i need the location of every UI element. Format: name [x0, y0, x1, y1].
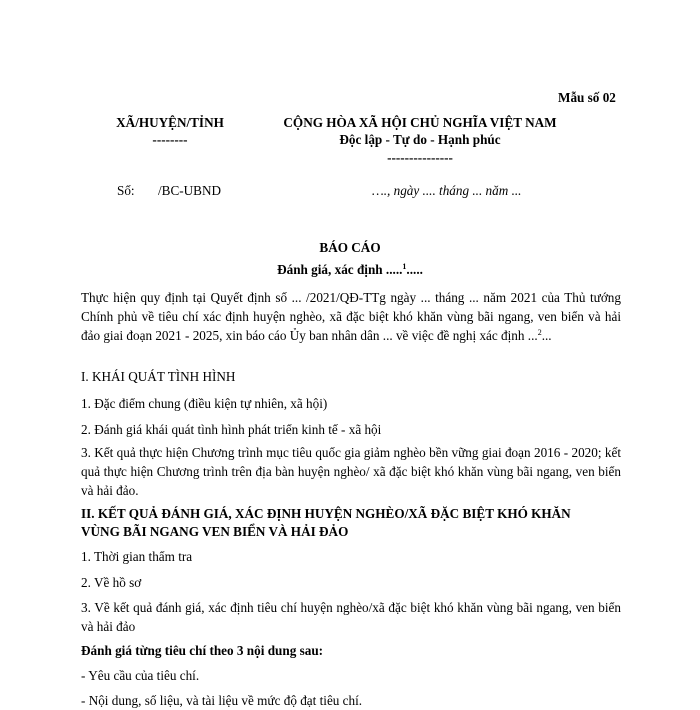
- intro-text: Thực hiện quy định tại Quyết định số ... /2021/QĐ-TTg ngày ... tháng ... năm 2021 của Thủ tướng Chính phủ về tiêu chí xác định huyện nghèo, xã đặc biệt khó khăn vùng bãi ngang, ven biển và hải đảo giai đoạn 2021 - 2025, xin báo cáo Ủy ban nhân dân ... về việc đề nghị xác định ...: [81, 290, 621, 343]
- intro-paragraph: [81, 288, 621, 345]
- intro-suffix: ...: [541, 328, 552, 343]
- issuer-title: XÃ/HUYỆN/TỈNH: [116, 115, 224, 130]
- national-motto: Độc lập - Tự do - Hạnh phúc: [339, 132, 501, 147]
- section-1-item-2: 2. Đánh giá khái quát tình hình phát triển kinh tế - xã hội: [81, 422, 382, 437]
- criteria-bullet-2: - Nội dung, số liệu, và tài liệu về mức độ đạt tiêu chí.: [81, 693, 363, 708]
- section-1-item-1: 1. Đặc điểm chung (điều kiện tự nhiên, xã hội): [81, 396, 328, 411]
- section-1-item-3: 3. Kết quả thực hiện Chương trình mục tiêu quốc gia giảm nghèo bền vững giai đoạn 2016 - 2020; kết quả thực hiện Chương trình trên địa bàn huyện nghèo/ xã đặc biệt khó khăn vùng bãi ngang, ven biển và hải đảo.: [81, 445, 621, 498]
- section-2-item-2: 2. Về hồ sơ: [81, 575, 142, 590]
- section-2-heading-line-1: II. KẾT QUẢ ĐÁNH GIÁ, XÁC ĐỊNH HUYỆN NGHÈO/XÃ ĐẶC BIỆT KHÓ KHĂN: [81, 506, 571, 521]
- section-2-item-3: 3. Về kết quả đánh giá, xác định tiêu chí huyện nghèo/xã đặc biệt khó khăn vùng bãi ngang, ven biển và hải đảo: [81, 600, 621, 634]
- report-subtitle-suffix: .....: [406, 262, 423, 277]
- section-2-item-1: 1. Thời gian thẩm tra: [81, 549, 193, 564]
- document-number-value: /BC-UBND: [158, 183, 222, 198]
- date-line: …., ngày .... tháng ... năm ...: [372, 183, 522, 198]
- report-subtitle-text: Đánh giá, xác định .....: [277, 262, 403, 277]
- issuer-rule: --------: [152, 132, 188, 147]
- section-1-heading: I. KHÁI QUÁT TÌNH HÌNH: [81, 369, 236, 384]
- section-2-heading-line-2: VÙNG BÃI NGANG VEN BIỂN VÀ HẢI ĐẢO: [81, 524, 349, 539]
- national-rule: ---------------: [387, 150, 453, 165]
- criteria-heading: Đánh giá từng tiêu chí theo 3 nội dung sau:: [81, 643, 324, 658]
- report-title: BÁO CÁO: [319, 240, 381, 255]
- criteria-bullet-1: - Yêu cầu của tiêu chí.: [81, 668, 200, 683]
- report-subtitle: [0, 262, 700, 279]
- document-number-label: Số:: [117, 183, 135, 198]
- footnote-ref-2: 2: [537, 328, 542, 337]
- footnote-ref-1: 1: [402, 262, 407, 271]
- form-number: Mẫu số 02: [558, 90, 616, 105]
- national-title: CỘNG HÒA XÃ HỘI CHỦ NGHĨA VIỆT NAM: [283, 115, 557, 130]
